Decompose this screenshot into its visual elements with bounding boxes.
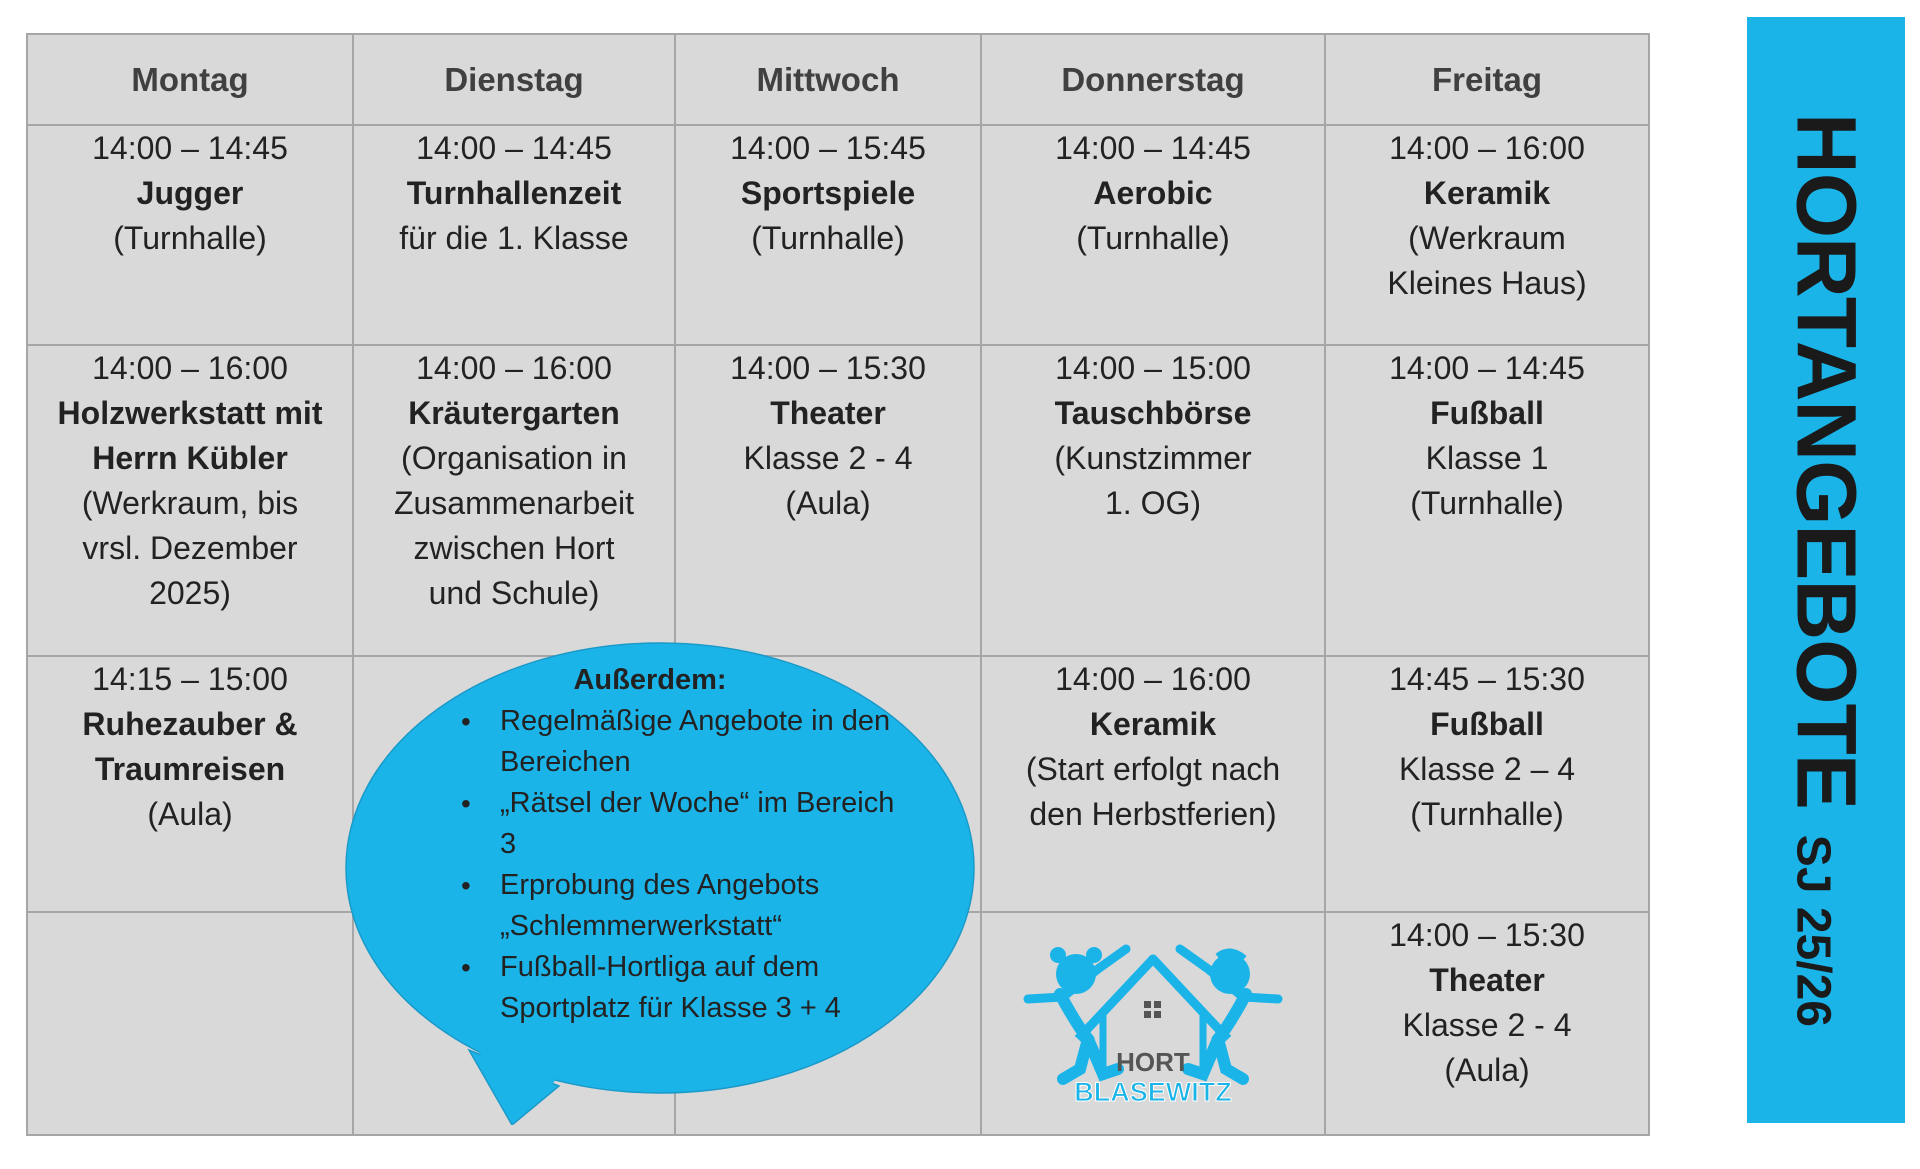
banner-title: HORTANGEBOTE (1779, 113, 1874, 809)
activity-time: 14:00 – 15:00 (1055, 350, 1251, 386)
activity-time: 14:00 – 16:00 (92, 350, 288, 386)
activity-title: Holzwerkstatt mit (57, 395, 323, 431)
activity-cell (1325, 345, 1649, 656)
activity-cell (1325, 656, 1649, 912)
activity-title: Keramik (1423, 175, 1551, 211)
activity-title: Tauschbörse (1054, 395, 1252, 431)
activity-detail: (Aula) (785, 485, 871, 521)
activity-time: 14:00 – 16:00 (1055, 661, 1251, 697)
activity-detail: (Turnhalle) (751, 220, 905, 256)
activity-time: 14:00 – 15:30 (1389, 917, 1585, 953)
activity-title: Sportspiele (740, 175, 916, 211)
activity-cell (353, 345, 675, 656)
activity-title: Kräutergarten (408, 395, 620, 431)
activity-cell (27, 125, 353, 345)
activity-cell (981, 125, 1325, 345)
activity-detail: (Turnhalle) (113, 220, 267, 256)
activity-cell (353, 125, 675, 345)
table-row (27, 125, 1649, 345)
list-item: • Regelmäßige Angebote in den Bereichen (500, 701, 900, 783)
list-item: • „Rätsel der Woche“ im Bereich 3 (500, 783, 900, 865)
activity-time: 14:00 – 14:45 (416, 130, 612, 166)
activity-cell (1325, 912, 1649, 1135)
activity-title: Turnhallenzeit (406, 175, 622, 211)
activity-detail: den Herbstferien) (1029, 796, 1277, 832)
activity-title: Ruhezauber & (82, 706, 298, 742)
bubble-heading: Außerdem: (573, 664, 727, 696)
day-header: Freitag (1325, 34, 1649, 125)
activity-time: 14:00 – 15:45 (730, 130, 926, 166)
day-header: Mittwoch (675, 34, 981, 125)
activity-detail: (Aula) (1444, 1052, 1530, 1088)
table-row (27, 345, 1649, 656)
header-row (27, 34, 1649, 125)
activity-title: Aerobic (1093, 175, 1213, 211)
bubble-content (430, 660, 900, 1029)
side-banner-text (1778, 113, 1875, 1027)
activity-detail: (Organisation in (401, 440, 627, 476)
day-header: Montag (27, 34, 353, 125)
activity-detail: Zusammenarbeit (393, 485, 635, 521)
activity-title: Fußball (1430, 395, 1544, 431)
logo-line-2: BLASEWITZ (1074, 1076, 1232, 1107)
activity-detail: (Turnhalle) (1410, 796, 1564, 832)
activity-cell (1325, 125, 1649, 345)
side-banner (1747, 17, 1905, 1123)
activity-time: 14:00 – 15:30 (730, 350, 926, 386)
activity-cell (675, 345, 981, 656)
activity-detail: Klasse 2 – 4 (1398, 751, 1576, 787)
banner-subtitle: SJ 25/26 (1786, 834, 1840, 1027)
activity-detail: Kleines Haus) (1387, 265, 1587, 301)
activity-title: Theater (1429, 962, 1545, 998)
activity-time: 14:00 – 14:45 (92, 130, 288, 166)
activity-detail: (Kunstzimmer (1054, 440, 1252, 476)
activity-detail: zwischen Hort (413, 530, 615, 566)
activity-detail: Klasse 2 - 4 (1402, 1007, 1572, 1043)
activity-time: 14:45 – 15:30 (1389, 661, 1585, 697)
activity-detail: (Turnhalle) (1076, 220, 1230, 256)
activity-detail: für die 1. Klasse (399, 220, 629, 256)
activity-cell (27, 912, 353, 1135)
activity-cell (27, 656, 353, 912)
activity-title: Keramik (1089, 706, 1217, 742)
activity-cell (27, 345, 353, 656)
activity-time: 14:00 – 14:45 (1055, 130, 1251, 166)
activity-time: 14:15 – 15:00 (92, 661, 288, 697)
day-header: Dienstag (353, 34, 675, 125)
hort-blasewitz-logo (1018, 929, 1288, 1119)
list-item: • Erprobung des Angebots „Schlemmerwerkstatt“ (500, 865, 900, 947)
bubble-list (430, 701, 900, 1029)
activity-cell (675, 125, 981, 345)
activity-title: Jugger (136, 175, 244, 211)
activity-title: Theater (770, 395, 886, 431)
activity-detail: (Werkraum, bis (81, 485, 299, 521)
activity-detail: (Start erfolgt nach (1025, 751, 1281, 787)
activity-time: 14:00 – 16:00 (1389, 130, 1585, 166)
activity-cell (981, 345, 1325, 656)
activity-detail: 2025) (149, 575, 231, 611)
activity-detail: (Aula) (147, 796, 233, 832)
activity-detail: und Schule) (428, 575, 600, 611)
activity-detail: 1. OG) (1104, 485, 1201, 521)
activity-time: 14:00 – 16:00 (416, 350, 612, 386)
day-header: Donnerstag (981, 34, 1325, 125)
activity-title: Traumreisen (94, 751, 286, 787)
activity-detail: (Werkraum (1408, 220, 1566, 256)
logo-cell (981, 912, 1325, 1135)
activity-time: 14:00 – 14:45 (1389, 350, 1585, 386)
list-item: • Fußball-Hortliga auf dem Sportplatz für Klasse 3 + 4 (500, 947, 900, 1029)
activity-cell (981, 656, 1325, 912)
activity-detail: Klasse 2 - 4 (743, 440, 913, 476)
activity-title: Herrn Kübler (92, 440, 288, 476)
activity-detail: Klasse 1 (1425, 440, 1549, 476)
activity-detail: vrsl. Dezember (82, 530, 298, 566)
activity-title: Fußball (1430, 706, 1544, 742)
activity-detail: (Turnhalle) (1410, 485, 1564, 521)
logo-line-1: HORT (1116, 1046, 1190, 1077)
